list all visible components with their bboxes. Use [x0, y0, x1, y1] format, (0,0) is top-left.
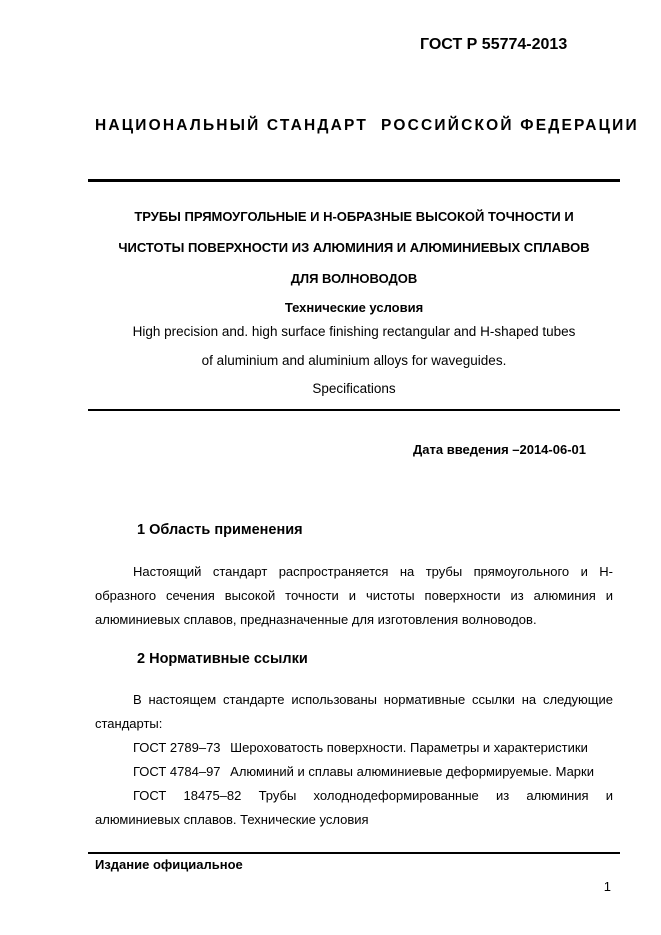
page-number: 1: [603, 879, 611, 894]
reference-item: [95, 784, 613, 832]
section-2-heading: 2 Нормативные ссылки: [137, 651, 308, 667]
section-1-body: [95, 560, 613, 632]
title-divider: [88, 409, 620, 411]
gost-number: ГОСТ Р 55774-2013: [420, 36, 568, 53]
footer-divider: [88, 852, 620, 854]
title-en-line-1: High precision and. high surface finishing rectangular and H-shaped tubes: [132, 324, 576, 339]
title-en-line-2: of aluminium and aluminium alloys for waveguides.: [201, 353, 507, 368]
title-ru-subtitle: Технические условия: [284, 300, 424, 315]
reference-code: ГОСТ 18475–82: [133, 788, 242, 803]
introduction-date: Дата введения –2014-06-01: [413, 442, 586, 457]
top-divider: [88, 179, 620, 182]
edition-label: Издание официальное: [95, 857, 243, 872]
reference-title: Алюминий и сплавы алюминиевые деформируемые. Марки: [230, 764, 594, 779]
reference-code: ГОСТ 2789–73: [133, 740, 221, 755]
title-en-line-3: Specifications: [312, 381, 396, 396]
reference-code: ГОСТ 4784–97: [133, 764, 221, 779]
reference-title: Шероховатость поверхности. Параметры и характеристики: [230, 740, 588, 755]
title-ru-line-2: ЧИСТОТЫ ПОВЕРХНОСТИ ИЗ АЛЮМИНИЯ И АЛЮМИНИЕВЫХ СПЛАВОВ: [118, 240, 590, 255]
section-2-body: [95, 688, 613, 832]
title-ru-line-1: ТРУБЫ ПРЯМОУГОЛЬНЫЕ И Н-ОБРАЗНЫЕ ВЫСОКОЙ ТОЧНОСТИ И: [134, 209, 574, 224]
reference-item: [95, 736, 613, 760]
section-1-heading: 1 Область применения: [137, 522, 303, 538]
section-1-paragraph: Настоящий стандарт распространяется на трубы прямоугольного и Н-образного сечения высокой точности и чистоты поверхности из алюминия и алюминиевых сплавов, предназначенные для изготовления волноводов.: [95, 564, 613, 627]
title-ru-line-3: ДЛЯ ВОЛНОВОДОВ: [290, 271, 418, 286]
reference-item: [95, 760, 613, 784]
section-2-paragraph: В настоящем стандарте использованы нормативные ссылки на следующие стандарты:: [95, 692, 613, 731]
reference-title: Трубы холоднодеформированные из алюминия и алюминиевых сплавов. Технические условия: [95, 788, 613, 827]
national-standard-title: НАЦИОНАЛЬНЫЙ СТАНДАРТ РОССИЙСКОЙ ФЕДЕРАЦИИ: [95, 117, 639, 134]
